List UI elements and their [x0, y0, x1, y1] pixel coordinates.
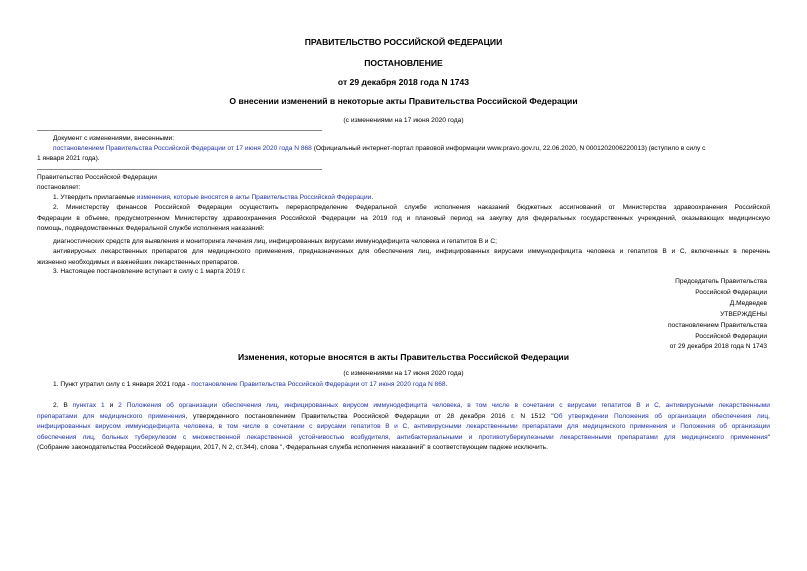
resolution-title-link-end[interactable]: обеспечения лиц, больных туберкулезом с множественной лекарственной устойчивостью возбудителя, антибактериальными и противотуберкулезными лекарственными препаратами для медицинского применения	[37, 433, 768, 441]
changes-item-1-end: .	[445, 381, 448, 388]
points-1-link[interactable]: пунктах 1	[72, 402, 105, 409]
changes-title: Изменения, которые вносятся в акты Правительства Российской Федерации	[237, 352, 569, 362]
document-title: О внесении изменений в некоторые акты Правительства Российской Федерации	[229, 96, 578, 106]
signature-org: Российской Федерации	[695, 289, 767, 296]
changes-revision: (с изменениями на 17 июня 2020 года)	[343, 370, 464, 377]
document-type: ПОСТАНОВЛЕНИЕ	[364, 58, 443, 68]
regulation-link-cont[interactable]: препаратами для медицинского применения	[37, 412, 186, 420]
changes-item-2-text: и	[109, 402, 114, 409]
government-label: Правительство Российской Федерации	[37, 174, 157, 181]
amendments-effective: 1 января 2021 года).	[37, 155, 100, 162]
amendment-link[interactable]: постановлением Правительства Российской Федерации от 17 июня 2020 года N 868	[53, 145, 312, 152]
changes-item-2-line	[37, 401, 770, 412]
paragraph-1-end: .	[371, 194, 374, 201]
divider	[37, 169, 322, 170]
signature-name: Д.Медведев	[729, 300, 767, 307]
paragraph-2-item-2-line: жизненно необходимых и важнейших лекарственных препаратов.	[37, 258, 240, 266]
paragraph-2-line: 2. Министерству финансов Российской Федерации осуществить перераспределение Федеральной службе исполнения наказаний бюджетных ассигнований от Министерства здравоохранения Российской	[53, 204, 770, 211]
approved-by: постановлением Правительства	[667, 322, 767, 329]
revision-note: (с изменениями на 17 июня 2020 года)	[343, 117, 464, 124]
resolves-label: постановляет:	[37, 184, 81, 191]
amendments-intro: Документ с изменениями, внесенными:	[53, 135, 175, 142]
changes-link[interactable]: изменения, которые вносятся в акты Правительства Российской Федерации	[136, 194, 372, 201]
paragraph-2-item-2	[37, 247, 770, 268]
changes-item-1	[53, 380, 447, 390]
changes-item-2-line	[37, 433, 770, 444]
amendment-source: (Официальный интернет-портал правовой информации www.pravo.gov.ru, 22.06.2020, N 0001202006220013) (вступило в силу с	[313, 145, 706, 152]
changes-item-2-line	[37, 412, 770, 423]
paragraph-2-line: Федерации в объеме, предусмотренном Министерству здравоохранения Российской Федерации на 2019 год и плановый период на закупку для федеральных государственных учреждений, оказывающих медицинскую	[37, 214, 770, 222]
changes-item-2-text: "	[767, 433, 770, 441]
paragraph-2-item-1: диагностических средств для выявления и мониторинга лечения лиц, инфицированных вирусами иммунодефицита человека и гепатитов B и C;	[53, 238, 497, 245]
changes-item-2-line: (Собрание законодательства Российской Федерации, 2017, N 2, ст.344), слова ", Федеральная служба исполнения наказаний" в соответствующем падеже исключить.	[37, 444, 548, 451]
paragraph-1	[53, 193, 373, 203]
regulation-link[interactable]: 2 Положения об организации обеспечения лиц, инфицированных вирусом иммунодефицита человека, в том числе в сочетании с вирусами гепатитов B и C, антивирусными лекарственными	[118, 402, 770, 409]
government-name: ПРАВИТЕЛЬСТВО РОССИЙСКОЙ ФЕДЕРАЦИИ	[304, 37, 503, 47]
approved-org: Российской Федерации	[695, 333, 767, 340]
amendments-line	[53, 144, 705, 154]
changes-item-2-text: , утвержденного постановлением Правительства Российской Федерации от 28 декабря 2016 г. N 1512 "	[185, 412, 554, 420]
resolution-title-link-cont[interactable]: инфицированных вирусом иммунодефицита человека, в том числе в сочетании с вирусами гепатитов B и C, антивирусными лекарственными препаратами для медицинского применения и Положения об организации	[37, 423, 770, 430]
document-date-number: от 29 декабря 2018 года N 1743	[337, 77, 470, 87]
changes-item-2	[37, 401, 770, 454]
resolution-title-link[interactable]: Об утверждении Положения об организации обеспечения лиц,	[553, 412, 771, 420]
repeal-link[interactable]: постановление Правительства Российской Федерации от 17 июня 2020 года N 868	[191, 381, 446, 388]
paragraph-1-text: 1. Утвердить прилагаемые	[53, 194, 135, 201]
approved-label: УТВЕРЖДЕНЫ	[720, 311, 767, 318]
paragraph-2-item-2-line: антивирусных лекарственных препаратов для медицинского применения, предназначенных для обеспечения лиц, инфицированных вирусами иммунодефицита человека и гепатитов B и C, включенных в перечень	[53, 248, 770, 255]
changes-item-2-text: 2. В	[53, 402, 68, 409]
changes-item-1-text: 1. Пункт утратил силу с 1 января 2021 года -	[53, 381, 190, 388]
divider	[37, 130, 322, 131]
signature-title: Председатель Правительства	[675, 278, 767, 285]
approved-date: от 29 декабря 2018 года N 1743	[669, 343, 767, 350]
paragraph-2-line: помощь, подведомственных Федеральной службе исполнения наказаний:	[37, 225, 265, 232]
paragraph-2	[37, 203, 770, 235]
paragraph-3: 3. Настоящее постановление вступает в силу с 1 марта 2019 г.	[53, 268, 246, 275]
